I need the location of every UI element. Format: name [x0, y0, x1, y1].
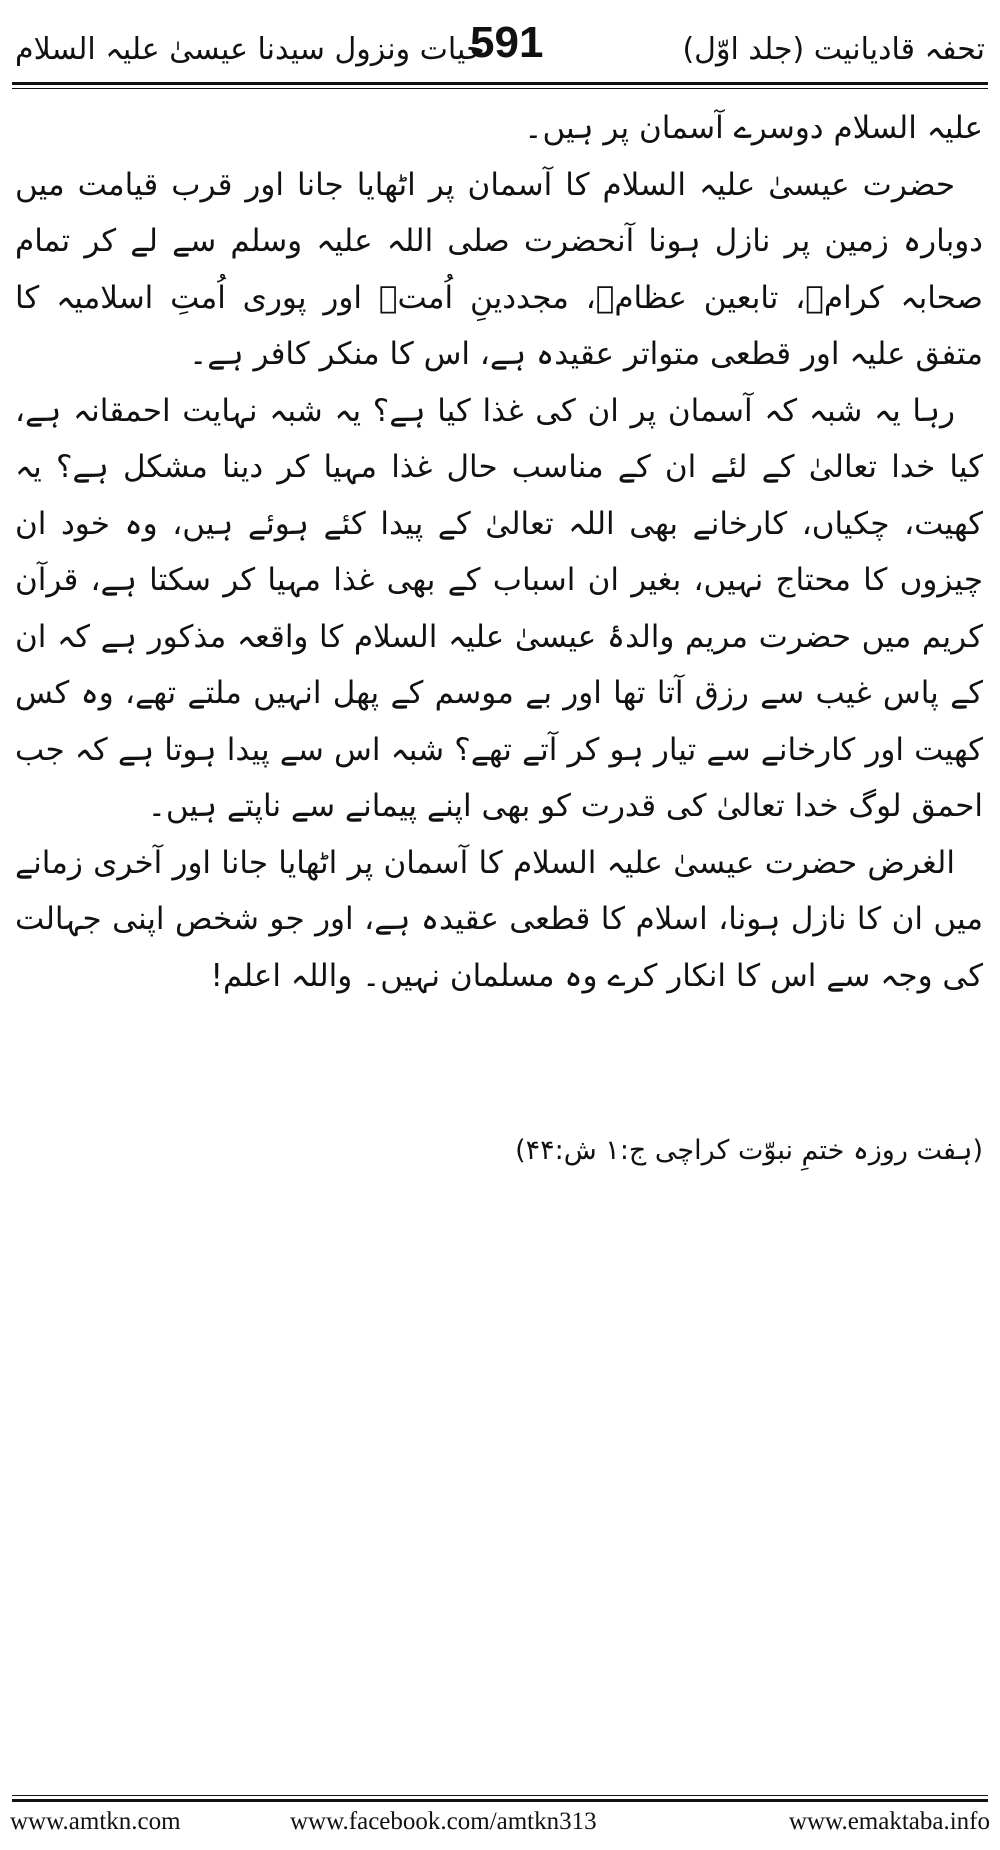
footer-link-emaktaba[interactable]: www.emaktaba.info — [788, 1808, 990, 1835]
page-footer — [10, 1808, 990, 1842]
source-citation: (ہفت روزہ ختمِ نبوّت کراچی ج:۱ ش:۴۴) — [515, 1135, 983, 1166]
page-number: 591 — [470, 18, 544, 67]
paragraph: رہا یہ شبہ کہ آسمان پر ان کی غذا کیا ہے؟ یہ شبہ نہایت احمقانہ ہے، کیا خدا تعالیٰ کے لئے ان کے مناسب حال غذا مہیا کر دینا مشکل ہے؟ یہ کھیت، چکیاں، کارخانے بھی اللہ تعالیٰ کے پیدا کئے ہوئے ہیں، وہ خود ان چیزوں کا محتاج نہیں، بغیر ان اسباب کے بھی غذا مہیا کر سکتا ہے، قرآن کریم میں حضرت مریم والدۂ عیسیٰ علیہ السلام کا واقعہ مذکور ہے کہ ان کے پاس غیب سے رزق آتا تھا اور بے موسم کے پھل انہیں ملتے تھے، وہ کس کھیت اور کارخانے سے تیار ہو کر آتے تھے؟ شبہ اس سے پیدا ہوتا ہے کہ جب احمق لوگ خدا تعالیٰ کی قدرت کو بھی اپنے پیمانے سے ناپتے ہیں۔ — [15, 392, 983, 824]
footer-link-facebook[interactable]: www.facebook.com/amtkn313 — [290, 1808, 597, 1835]
footer-link-amtkn[interactable]: www.amtkn.com — [10, 1808, 181, 1835]
paragraph: حضرت عیسیٰ علیہ السلام کا آسمان پر اٹھایا جانا اور قرب قیامت میں دوبارہ زمین پر نازل ہونا آنحضرت صلی اللہ علیہ وسلم سے لے کر تمام صحابہ کرامؓ، تابعین عظامؒ، مجددینِ اُمتؒ اور پوری اُمتِ اسلامیہ کا متفق علیہ اور قطعی متواتر عقیدہ ہے، اس کا منکر کافر ہے۔ — [15, 166, 983, 372]
main-text — [15, 100, 983, 1004]
footer-divider — [12, 1795, 988, 1802]
page-header — [15, 18, 985, 82]
paragraph: الغرض حضرت عیسیٰ علیہ السلام کا آسمان پر اٹھایا جانا اور آخری زمانے میں ان کا نازل ہونا، اسلام کا قطعی عقیدہ ہے، اور جو شخص اپنی جہالت کی وجہ سے اس کا انکار کرے وہ مسلمان نہیں۔ واللہ اعلم! — [15, 844, 983, 994]
book-title: تحفہ قادیانیت (جلد اوّل) — [682, 32, 985, 67]
header-divider — [12, 82, 988, 89]
chapter-title: حیات ونزول سیدنا عیسیٰ علیہ السلام — [15, 32, 485, 67]
paragraph: علیہ السلام دوسرے آسمان پر ہیں۔ — [524, 110, 983, 146]
